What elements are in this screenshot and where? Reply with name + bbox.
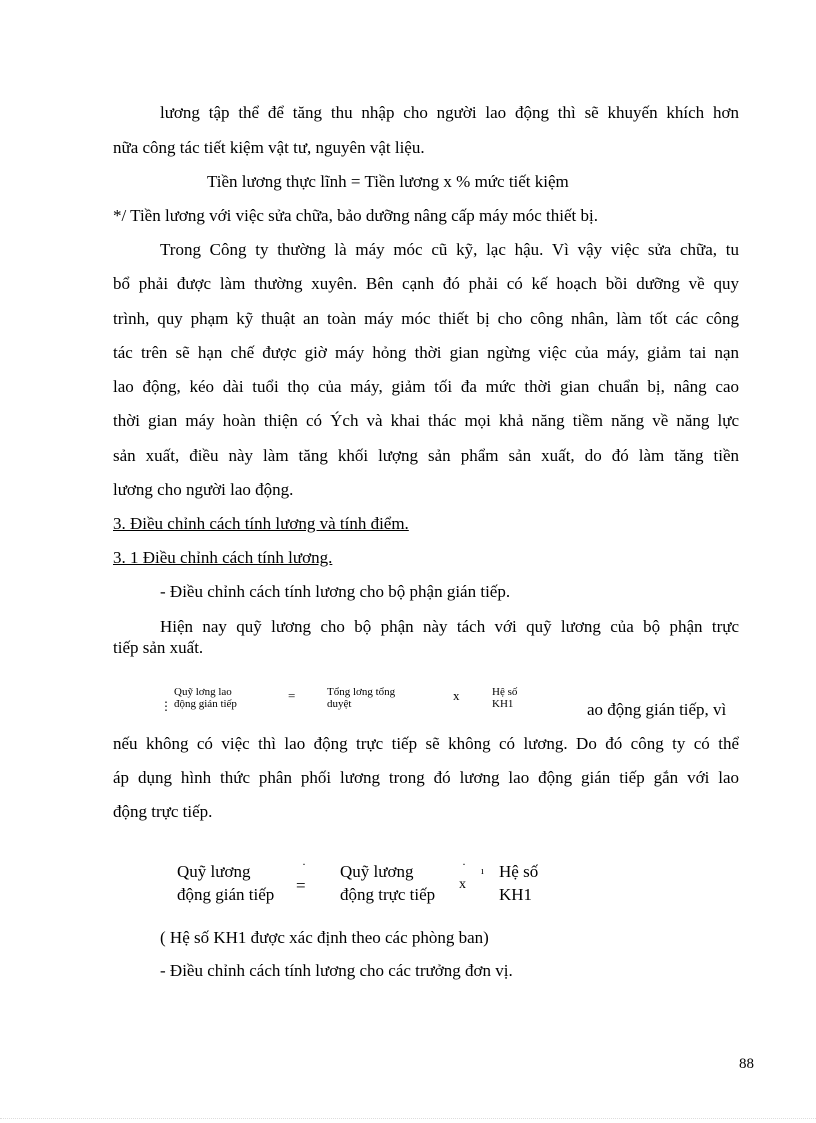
paragraph-line: nếu không có việc thì lao động trực tiếp sẽ không có lương. Do đó công ty có thể — [113, 734, 739, 753]
dot-mark: · — [462, 857, 466, 871]
small-formula-term: duyệt — [327, 698, 352, 710]
subsection-heading: 3. 1 Điều chỉnh cách tính lương. — [113, 548, 333, 567]
paragraph-line: động trực tiếp. — [113, 802, 213, 821]
formula-term: KH1 — [499, 885, 533, 904]
paragraph-line: lao động, kéo dài tuổi thọ của máy, giảm tối đa mức thời gian chuẩn bị, nâng cao — [113, 377, 739, 396]
paragraph-line: */ Tiền lương với việc sửa chữa, bảo dưỡng nâng cấp máy móc thiết bị. — [113, 206, 598, 225]
formula-times: x — [459, 877, 466, 892]
formula-text: Tiền lương thực lĩnh = Tiền lương x % mức tiết kiệm — [207, 172, 569, 191]
formula-term: động trực tiếp — [340, 885, 436, 904]
small-formula-denominator: động gián tiếp — [174, 698, 237, 710]
formula-denominator: động gián tiếp — [177, 885, 275, 904]
dot-mark: · — [302, 857, 306, 871]
formula-numerator: Quỹ lương — [177, 862, 251, 881]
paragraph-line: tác trên sẽ hạn chế được giờ máy hỏng thời gian ngừng việc của máy, giảm tai nạn — [113, 343, 739, 362]
paragraph-line: trình, quy phạm kỹ thuật an toàn máy móc thiết bị cho công nhân, làm tốt các công — [113, 309, 739, 328]
paragraph-line: áp dụng hình thức phân phối lương trong đó lương lao động gián tiếp gắn với lao — [113, 768, 739, 787]
formula-equals: = — [296, 876, 306, 895]
small-formula-numerator: Quỹ lơng lao — [174, 686, 232, 698]
dot-mark: ı — [481, 866, 484, 877]
page-border — [0, 1118, 816, 1119]
small-formula-equals: = — [288, 688, 296, 703]
paragraph-line: sản xuất, điều này làm tăng khối lượng sản phẩm sản xuất, do đó làm tăng tiền — [113, 446, 739, 465]
paragraph-line: lương cho người lao động. — [113, 480, 294, 499]
note-line: ( Hệ số KH1 được xác định theo các phòng ban) — [160, 928, 489, 947]
small-formula-term: Tổng lơng tổng — [327, 686, 396, 698]
paragraph-line: lương tập thể để tăng thu nhập cho người lao động thì sẽ khuyến khích hơn — [160, 103, 739, 122]
paragraph-line: Trong Công ty thường là máy móc cũ kỹ, lạc hậu. Vì vậy việc sửa chữa, tu — [160, 240, 739, 259]
page-number: 88 — [739, 1056, 754, 1072]
paragraph-line: nữa công tác tiết kiệm vật tư, nguyên vật liệu. — [113, 138, 425, 157]
paragraph-line: bổ phải được làm thường xuyên. Bên cạnh đó phải có kế hoạch bồi dưỡng về quy — [113, 274, 739, 293]
paragraph-line: ao động gián tiếp, vì — [587, 700, 727, 719]
small-formula-times: x — [453, 688, 460, 703]
paragraph-line: Hiện nay quỹ lương cho bộ phận này tách với quỹ lương của bộ phận trực — [160, 617, 739, 636]
small-formula-term: KH1 — [492, 698, 514, 710]
formula-term: Hệ số — [499, 862, 539, 881]
paragraph-line: thời gian máy hoàn thiện có Ých và khai thác mọi khả năng tiềm năng về năng lực — [113, 411, 739, 430]
formula-term: Quỹ lương — [340, 862, 414, 881]
dot-mark: ⋮ — [160, 699, 172, 713]
section-heading: 3. Điều chỉnh cách tính lương và tính điểm. — [113, 514, 409, 533]
paragraph-line: tiếp sản xuất. — [113, 638, 204, 657]
small-formula-term: Hệ số — [492, 686, 518, 698]
bullet-line: - Điều chỉnh cách tính lương cho bộ phận gián tiếp. — [160, 582, 511, 601]
bullet-line: - Điều chỉnh cách tính lương cho các trưởng đơn vị. — [160, 961, 513, 980]
